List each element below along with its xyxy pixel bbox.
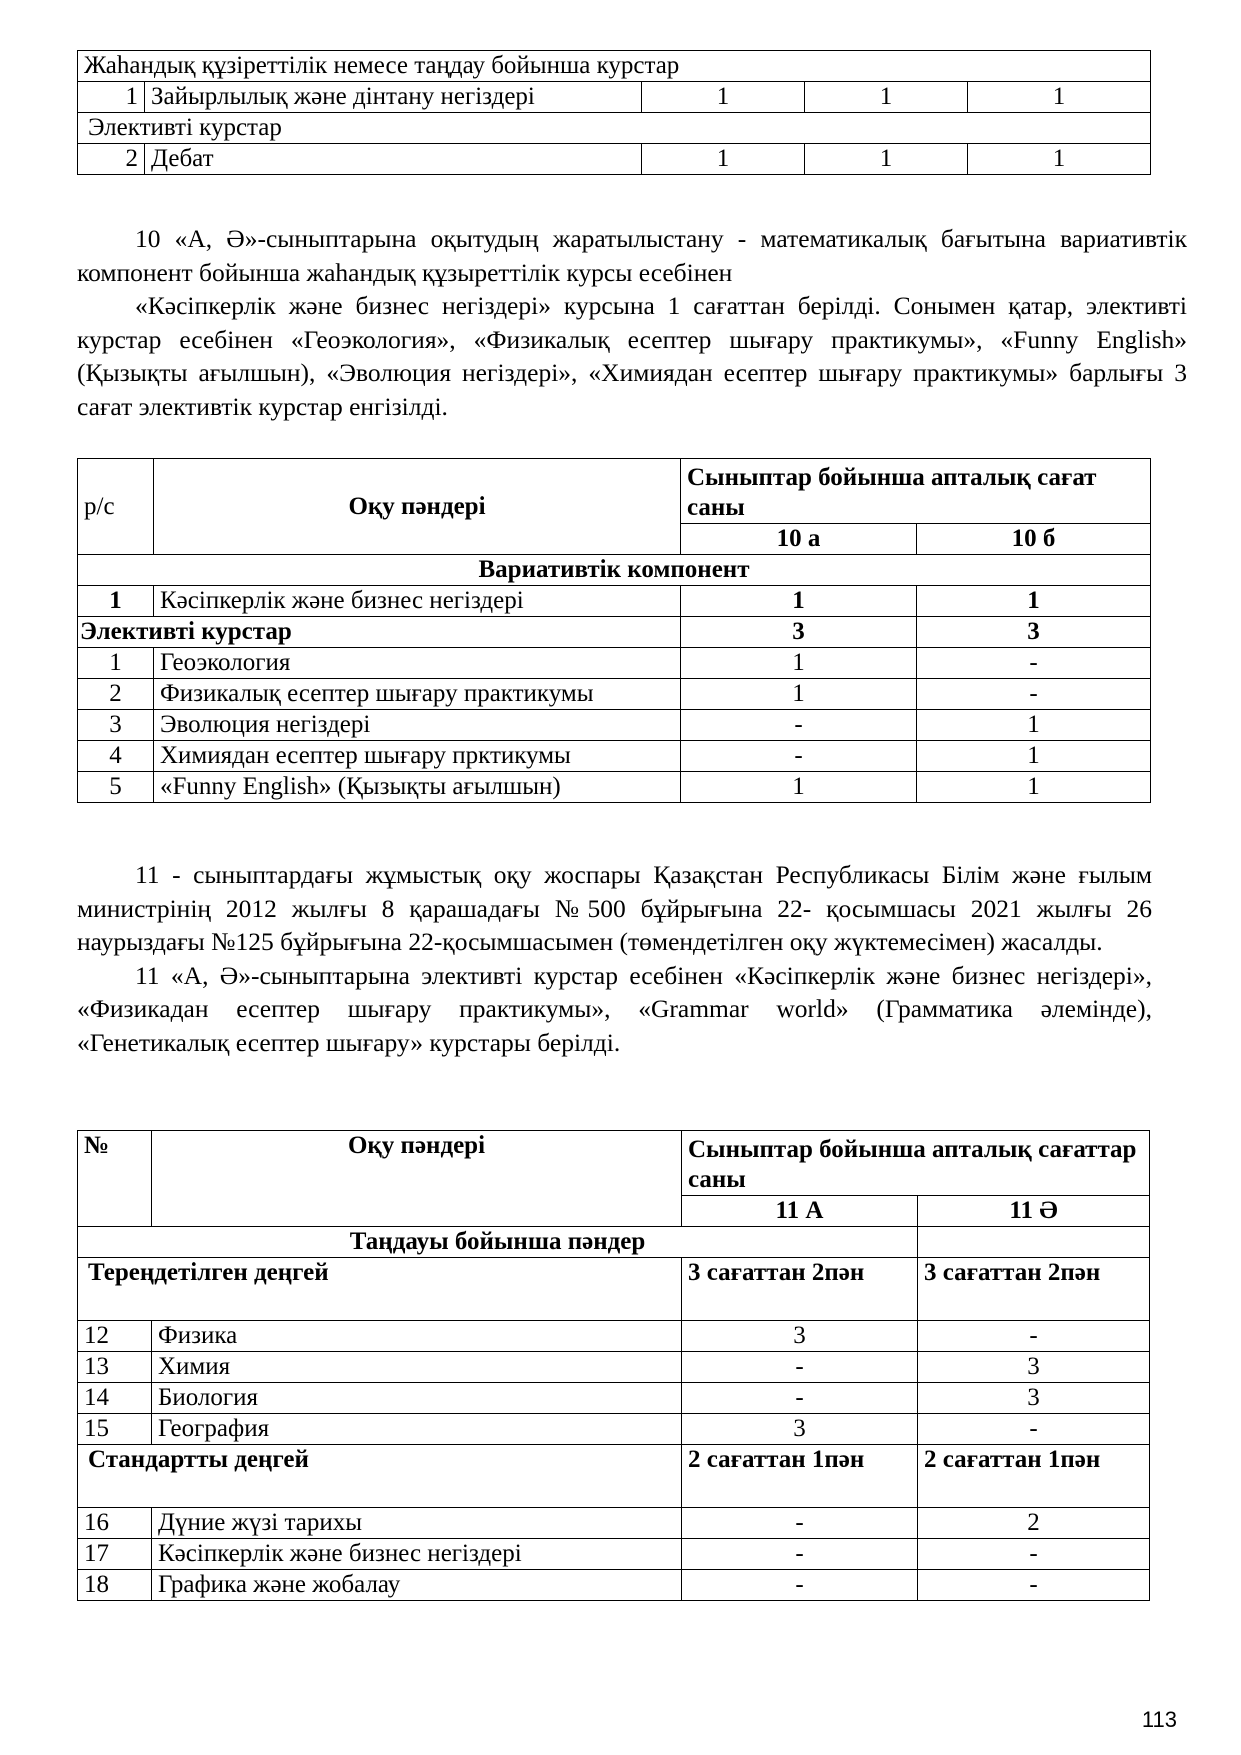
row-number: 18	[78, 1570, 152, 1601]
header-weekly-hours: Сыныптар бойынша апталық сағат саны	[681, 459, 1151, 524]
hours-cell: 1	[917, 772, 1151, 803]
subject-name: Геоэкология	[154, 648, 681, 679]
paragraph-grade-11	[77, 858, 1152, 1060]
hours-cell: 2	[918, 1508, 1150, 1539]
table-section-row	[78, 1227, 1150, 1258]
subject-name: География	[152, 1414, 682, 1445]
hours-cell: 1	[805, 144, 968, 175]
table-row	[78, 1352, 1150, 1383]
row-number: 1	[78, 586, 154, 617]
row-number: 15	[78, 1414, 152, 1445]
hours-cell: 1	[968, 144, 1151, 175]
table-row	[78, 1539, 1150, 1570]
row-number: 13	[78, 1352, 152, 1383]
hours-cell: 1	[681, 648, 917, 679]
hours-cell: 3	[917, 617, 1151, 648]
hours-cell: -	[681, 710, 917, 741]
hours-cell: -	[917, 648, 1151, 679]
hours-cell: -	[682, 1570, 918, 1601]
table-level-row	[78, 1445, 1150, 1508]
table-row	[78, 1508, 1150, 1539]
paragraph-text: 10 «А, Ә»-сыныптарына оқытудың жаратылыстану - математикалық бағытына вариативтік компонент бойынша жаһандық құзыреттілік курсы есебінен	[77, 224, 1187, 287]
table-section-row	[78, 51, 1151, 82]
header-class-b: 10 б	[917, 524, 1151, 555]
table-row	[78, 586, 1151, 617]
paragraph-text: 11 «А, Ә»-сыныптарына элективті курстар есебінен «Кәсіпкерлік және бизнес негіздері», «Физикадан есептер шығару практикумы», «Grammar world» (Грамматика әлемінде), «Генетикалық есептер шығару» курстары берілді.	[77, 960, 1152, 1057]
table-level-row	[78, 1258, 1150, 1321]
subject-name: Химия	[152, 1352, 682, 1383]
subject-name: Физикалық есептер шығару практикумы	[154, 679, 681, 710]
table-row	[78, 144, 1151, 175]
grade-11-table	[77, 1130, 1150, 1601]
empty-cell	[918, 1227, 1150, 1258]
subject-name: Кәсіпкерлік және бизнес негіздері	[154, 586, 681, 617]
hours-cell: -	[682, 1383, 918, 1414]
hours-cell: 1	[642, 144, 805, 175]
hours-cell: 1	[968, 82, 1151, 113]
table-header-row	[78, 459, 1151, 524]
subject-name: Химиядан есептер шығару прктикумы	[154, 741, 681, 772]
hours-cell: -	[682, 1352, 918, 1383]
section-label: Элективті курстар	[78, 113, 1151, 144]
hours-cell: -	[918, 1570, 1150, 1601]
hours-cell: 3	[918, 1352, 1150, 1383]
section-label: Вариативтік компонент	[78, 555, 1151, 586]
grade-10-table	[77, 458, 1151, 803]
header-weekly-hours: Сыныптар бойынша апталық сағаттар саны	[682, 1131, 1150, 1196]
hours-cell: 1	[917, 586, 1151, 617]
subtotal-label: Элективті курстар	[78, 617, 681, 648]
hours-cell: -	[918, 1321, 1150, 1352]
table-row	[78, 710, 1151, 741]
level-hours: 3 сағаттан 2пән	[682, 1258, 918, 1321]
subject-name: «Funny English» (Қызықты ағылшын)	[154, 772, 681, 803]
subject-name: Физика	[152, 1321, 682, 1352]
hours-cell: 3	[918, 1383, 1150, 1414]
table-row	[78, 1570, 1150, 1601]
subject-name: Биология	[152, 1383, 682, 1414]
hours-cell: 3	[682, 1414, 918, 1445]
table-row	[78, 1414, 1150, 1445]
hours-cell: 3	[682, 1321, 918, 1352]
table-row	[78, 679, 1151, 710]
hours-cell: 1	[642, 82, 805, 113]
table-row	[78, 82, 1151, 113]
row-number: 17	[78, 1539, 152, 1570]
header-num: р/с	[78, 459, 154, 555]
header-class-a: 10 а	[681, 524, 917, 555]
page-number: 113	[1141, 1707, 1177, 1732]
paragraph-grade-10	[77, 222, 1187, 424]
hours-cell: 1	[917, 741, 1151, 772]
row-number: 5	[78, 772, 154, 803]
level-hours: 3 сағаттан 2пән	[918, 1258, 1150, 1321]
row-number: 1	[78, 648, 154, 679]
table-subtotal-row	[78, 617, 1151, 648]
hours-cell: 1	[681, 586, 917, 617]
table-section-row	[78, 555, 1151, 586]
hours-cell: 1	[681, 772, 917, 803]
row-number: 14	[78, 1383, 152, 1414]
level-label: Тереңдетілген деңгей	[78, 1258, 682, 1321]
table-row	[78, 1383, 1150, 1414]
row-number: 2	[78, 144, 145, 175]
hours-cell: -	[918, 1539, 1150, 1570]
header-subjects: Оқу пәндері	[154, 459, 681, 555]
row-number: 12	[78, 1321, 152, 1352]
hours-cell: 1	[805, 82, 968, 113]
hours-cell: 1	[681, 679, 917, 710]
level-hours: 2 сағаттан 1пән	[682, 1445, 918, 1508]
table-section-row	[78, 113, 1151, 144]
courses-table-top	[77, 50, 1151, 175]
hours-cell: 1	[917, 710, 1151, 741]
row-number: 3	[78, 710, 154, 741]
table-header-row	[78, 1131, 1150, 1196]
header-subjects: Оқу пәндері	[152, 1131, 682, 1227]
row-number: 2	[78, 679, 154, 710]
section-label: Таңдауы бойынша пәндер	[78, 1227, 918, 1258]
section-label: Жаһандық құзіреттілік немесе таңдау бойынша курстар	[78, 51, 1151, 82]
hours-cell: -	[681, 741, 917, 772]
table-row	[78, 772, 1151, 803]
subject-name: Дүние жүзі тарихы	[152, 1508, 682, 1539]
subject-name: Дебат	[145, 144, 642, 175]
table-row	[78, 1321, 1150, 1352]
subject-name: Зайырлылық және дінтану негіздері	[145, 82, 642, 113]
paragraph-text: «Кәсіпкерлік және бизнес негіздері» курсына 1 сағаттан берілді. Сонымен қатар, элективті курстар есебінен «Геоэкология», «Физикалық есептер шығару практикумы», «Funny English» (Қызықты ағылшын), «Эволюция негіздері», «Химиядан есептер шығару практикумы» барлығы 3 сағат элективтік курстар енгізілді.	[77, 291, 1187, 421]
header-num: №	[78, 1131, 152, 1227]
subject-name: Графика және жобалау	[152, 1570, 682, 1601]
hours-cell: -	[917, 679, 1151, 710]
hours-cell: -	[682, 1539, 918, 1570]
hours-cell: 3	[681, 617, 917, 648]
subject-name: Кәсіпкерлік және бизнес негіздері	[152, 1539, 682, 1570]
header-class-b: 11 Ә	[918, 1196, 1150, 1227]
hours-cell: -	[918, 1414, 1150, 1445]
row-number: 1	[78, 82, 145, 113]
level-label: Стандартты деңгей	[78, 1445, 682, 1508]
table-row	[78, 648, 1151, 679]
header-class-a: 11 А	[682, 1196, 918, 1227]
row-number: 16	[78, 1508, 152, 1539]
hours-cell: -	[682, 1508, 918, 1539]
table-row	[78, 741, 1151, 772]
row-number: 4	[78, 741, 154, 772]
subject-name: Эволюция негіздері	[154, 710, 681, 741]
paragraph-text: 11 - сыныптардағы жұмыстық оқу жоспары Қазақстан Республикасы Білім және ғылым министрінің 2012 жылғы 8 қарашадағы №500 бұйрығына 22- қосымшасы 2021 жылғы 26 наурыздағы №125 бұйрығына 22-қосымшасымен (төмендетілген оқу жүктемесімен) жасалды.	[77, 860, 1152, 957]
level-hours: 2 сағаттан 1пән	[918, 1445, 1150, 1508]
